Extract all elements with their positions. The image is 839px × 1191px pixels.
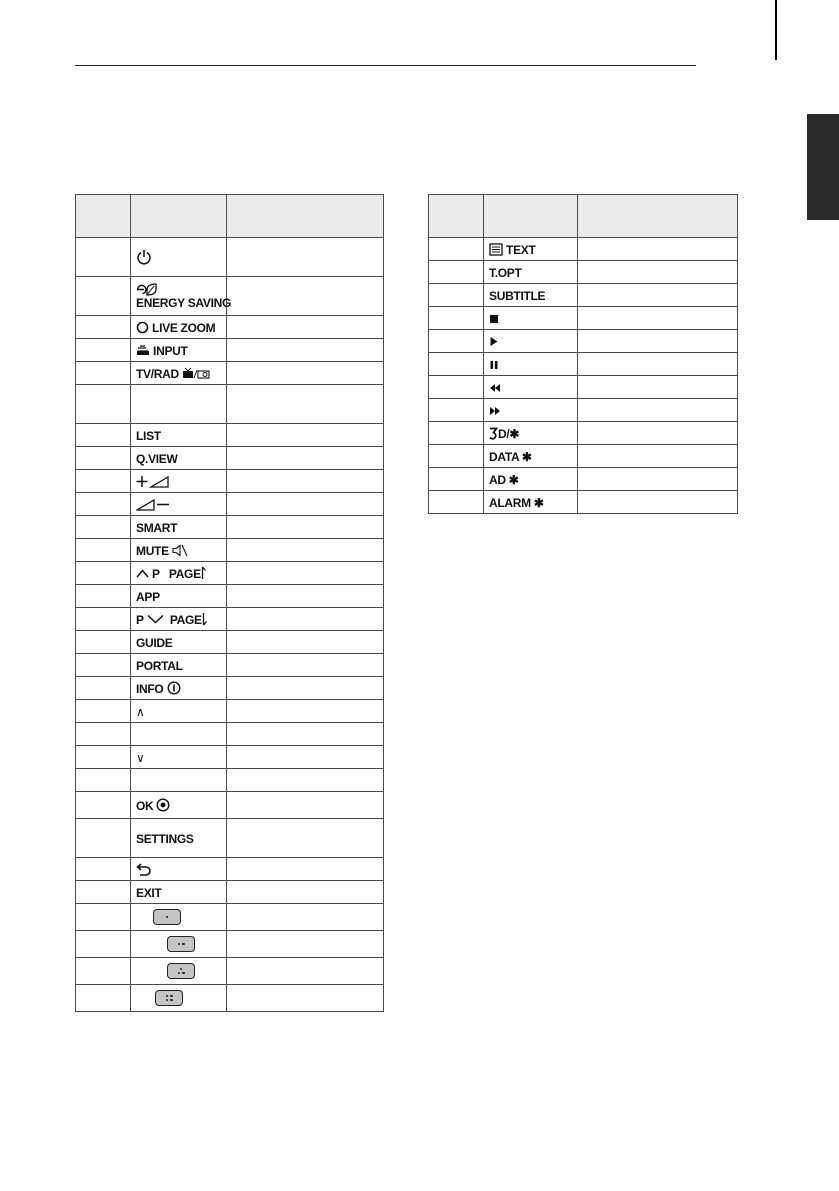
row-label: T.OPT <box>489 265 522 280</box>
power-icon <box>136 249 152 265</box>
mute-icon <box>172 544 188 557</box>
table-row <box>429 399 738 422</box>
table-row <box>76 316 384 339</box>
row-label: ∨ <box>136 750 145 765</box>
table-row <box>76 277 384 316</box>
table-row <box>429 284 738 307</box>
table-row <box>76 904 384 931</box>
stop-icon <box>489 314 499 324</box>
table-row <box>429 422 738 445</box>
row-label: LIVE ZOOM <box>152 320 216 335</box>
row-label: INFO <box>136 681 164 696</box>
info-icon <box>167 681 181 695</box>
table-row <box>76 769 384 792</box>
table-header-row <box>76 195 384 238</box>
table-row <box>429 445 738 468</box>
table-row <box>76 424 384 447</box>
row-label: INPUT <box>153 343 188 358</box>
table-row <box>76 362 384 385</box>
row-label-2: PAGE <box>169 612 202 627</box>
table-row <box>76 631 384 654</box>
table-row <box>429 330 738 353</box>
table-row <box>76 339 384 362</box>
tv-radio-icon <box>182 367 210 379</box>
table-row <box>76 700 384 723</box>
table-row <box>429 307 738 330</box>
page-down-icon <box>202 612 208 626</box>
table-row <box>76 931 384 958</box>
pause-icon <box>489 360 499 370</box>
rewind-icon <box>489 383 501 393</box>
table-row <box>76 585 384 608</box>
3d-icon <box>489 427 498 440</box>
language-side-tab <box>807 114 839 220</box>
row-label-2: PAGE <box>168 566 201 581</box>
table-row <box>76 447 384 470</box>
volume-up-icon <box>136 475 170 488</box>
row-label: SETTINGS <box>136 831 194 846</box>
chevron-up-icon <box>136 568 149 578</box>
table-row <box>76 792 384 819</box>
row-label: SMART <box>136 520 178 535</box>
row-label: TEXT <box>506 242 536 257</box>
row-label: ∧ <box>136 704 145 719</box>
table-header-row <box>429 195 738 238</box>
table-row <box>76 958 384 985</box>
table-row <box>76 677 384 700</box>
volume-down-icon <box>136 498 170 511</box>
table-row <box>76 539 384 562</box>
energy-saving-icon <box>136 283 158 296</box>
input-icon <box>136 345 150 356</box>
teletext-icon <box>489 243 503 256</box>
table-row <box>76 608 384 631</box>
table-row <box>76 723 384 746</box>
table-row <box>429 491 738 514</box>
row-label: AD ✱ <box>489 472 519 487</box>
table-row <box>429 353 738 376</box>
table-row <box>76 385 384 424</box>
table-row <box>76 819 384 858</box>
table-row <box>429 261 738 284</box>
row-label: TV/RAD <box>136 366 179 381</box>
table-row <box>76 881 384 904</box>
row-label: EXIT <box>136 885 162 900</box>
row-label: Q.VIEW <box>136 451 178 466</box>
table-row <box>76 985 384 1012</box>
table-row <box>429 468 738 491</box>
color-button-2dot-icon <box>167 936 195 952</box>
chevron-down-icon <box>147 614 164 624</box>
row-label: DATA ✱ <box>489 449 532 464</box>
row-label: GUIDE <box>136 635 173 650</box>
live-zoom-icon <box>136 321 149 334</box>
table-row <box>76 746 384 769</box>
row-label: P <box>152 566 160 581</box>
right-remote-buttons-table <box>428 194 738 514</box>
color-button-4dot-icon <box>155 990 183 1006</box>
table-row <box>76 858 384 881</box>
color-button-1dot-icon <box>153 909 181 925</box>
row-label: D/✱ <box>498 426 520 441</box>
left-remote-buttons-table <box>75 194 384 1012</box>
row-label: SUBTITLE <box>489 288 546 303</box>
row-label: PORTAL <box>136 658 183 673</box>
play-icon <box>489 336 499 347</box>
row-label: ENERGY SAVING <box>136 296 232 311</box>
row-label: ALARM ✱ <box>489 495 544 510</box>
row-label: MUTE <box>136 543 169 558</box>
table-row <box>429 238 738 261</box>
back-icon <box>136 863 152 876</box>
page-up-icon <box>201 566 207 580</box>
table-row <box>76 516 384 539</box>
row-label: P <box>136 612 144 627</box>
corner-crop-line <box>775 0 777 60</box>
table-row <box>76 238 384 277</box>
color-button-3dot-icon <box>167 963 195 979</box>
row-label: LIST <box>136 428 161 443</box>
header-rule <box>75 65 696 66</box>
fast-forward-icon <box>489 406 501 416</box>
ok-target-icon <box>156 798 170 812</box>
table-row <box>76 470 384 493</box>
table-row <box>76 493 384 516</box>
row-label: OK <box>136 798 154 813</box>
table-row <box>76 654 384 677</box>
table-row <box>429 376 738 399</box>
row-label: APP <box>136 589 160 604</box>
table-row <box>76 562 384 585</box>
